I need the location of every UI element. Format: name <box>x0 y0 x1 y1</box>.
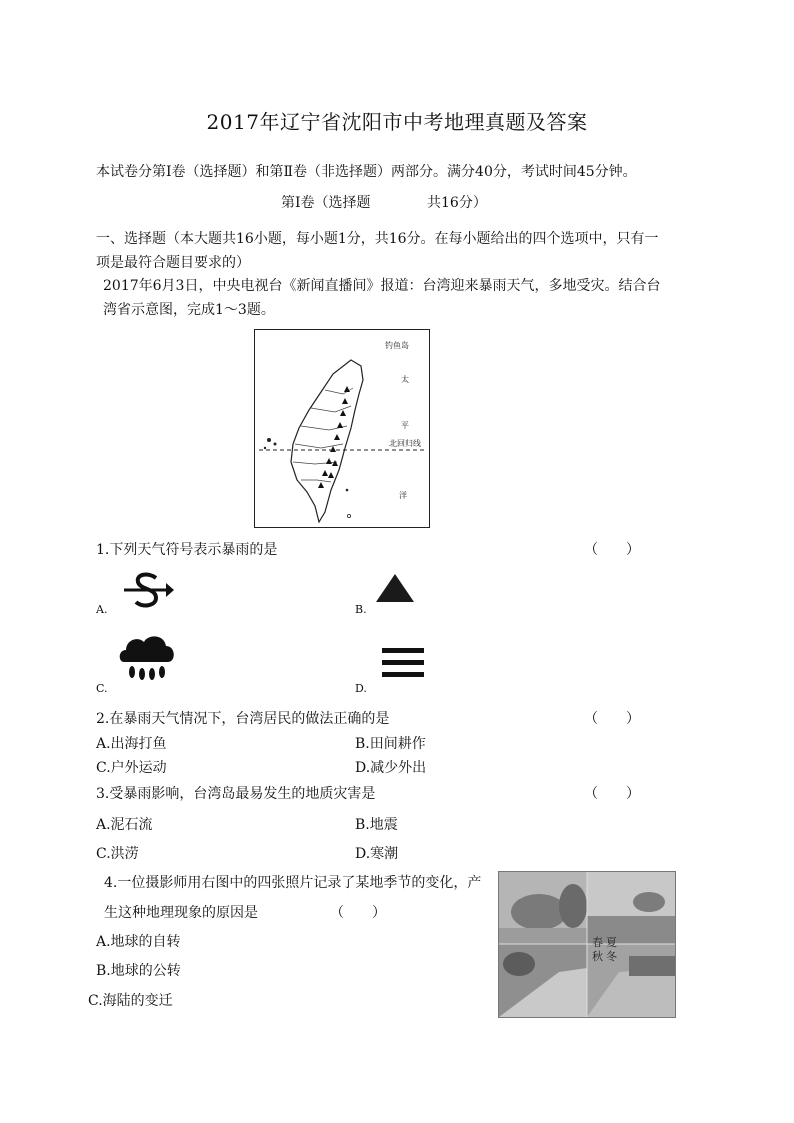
photo-label-autumn: 秋 <box>592 950 603 963</box>
question-4-stem-line1: 4.一位摄影师用右图中的四张照片记录了某地季节的变化，产 <box>104 875 482 891</box>
question-1-answer-bracket: （ ） <box>584 542 640 558</box>
question-4-option-c: C.海陆的变迁 <box>88 993 173 1009</box>
question-4-answer-bracket: （ ） <box>330 905 386 921</box>
part1-instruction-line1: 一、选择题（本大题共16小题，每小题1分，共16分。在每小题给出的四个选项中，只有一 <box>96 231 659 247</box>
question-2-answer-bracket: （ ） <box>584 711 640 727</box>
question-2-stem: 2.在暴雨天气情况下，台湾居民的做法正确的是 <box>96 711 390 727</box>
question-3-option-d: D.寒潮 <box>355 846 399 862</box>
taiwan-map-figure <box>254 329 430 528</box>
sandstorm-symbol-icon <box>122 572 174 608</box>
hail-triangle-symbol-icon <box>374 572 416 604</box>
four-seasons-photo-drawing <box>499 872 675 1017</box>
map-label-tai: 太 <box>401 375 409 384</box>
question-2-option-c: C.户外运动 <box>96 760 167 776</box>
question-4-option-b: B.地球的公转 <box>96 963 181 979</box>
question-2-option-d: D.减少外出 <box>355 760 427 776</box>
photo-label-winter: 冬 <box>606 950 617 963</box>
fog-lines-symbol-icon <box>380 646 426 680</box>
rainstorm-cloud-symbol-icon <box>118 632 176 684</box>
map-label-diaoyu: 钓鱼岛 <box>385 341 409 350</box>
context-line2: 湾省示意图，完成1～3题。 <box>103 302 275 318</box>
question-1-stem: 1.下列天气符号表示暴雨的是 <box>96 542 278 558</box>
map-label-yang: 洋 <box>399 491 407 500</box>
four-seasons-photo <box>498 871 676 1018</box>
question-1-option-b: B. <box>355 603 367 616</box>
section1-score: 共16分） <box>427 195 487 211</box>
context-line1: 2017年6月3日，中央电视台《新闻直播间》报道：台湾迎来暴雨天气，多地受灾。结合台 <box>103 278 661 294</box>
question-1-option-d: D. <box>355 682 367 695</box>
question-2-option-b: B.田间耕作 <box>355 736 426 752</box>
map-label-tropic: 北回归线 <box>389 439 421 448</box>
question-3-stem: 3.受暴雨影响，台湾岛最易发生的地质灾害是 <box>96 786 376 802</box>
section1-title: 第Ⅰ卷（选择题 <box>281 195 371 211</box>
question-3-answer-bracket: （ ） <box>584 786 640 802</box>
question-3-option-c: C.洪涝 <box>96 846 139 862</box>
question-1-option-c: C. <box>96 682 108 695</box>
part1-instruction-line2: 项是最符合题目要求的） <box>96 255 250 271</box>
photo-label-spring: 春 <box>592 936 603 949</box>
question-2-option-a: A.出海打鱼 <box>96 736 167 752</box>
question-3-option-a: A.泥石流 <box>96 817 153 833</box>
page-title: 2017年辽宁省沈阳市中考地理真题及答案 <box>206 110 588 134</box>
map-label-ping: 平 <box>401 421 409 430</box>
exam-intro: 本试卷分第Ⅰ卷（选择题）和第Ⅱ卷（非选择题）两部分。满分40分，考试时间45分钟。 <box>96 164 637 180</box>
photo-label-summer: 夏 <box>606 936 617 949</box>
question-3-option-b: B.地震 <box>355 817 398 833</box>
taiwan-island-outline <box>291 360 363 522</box>
question-1-option-a: A. <box>96 603 108 616</box>
question-4-stem-line2: 生这种地理现象的原因是 <box>104 905 258 921</box>
question-4-option-a: A.地球的自转 <box>96 934 181 950</box>
